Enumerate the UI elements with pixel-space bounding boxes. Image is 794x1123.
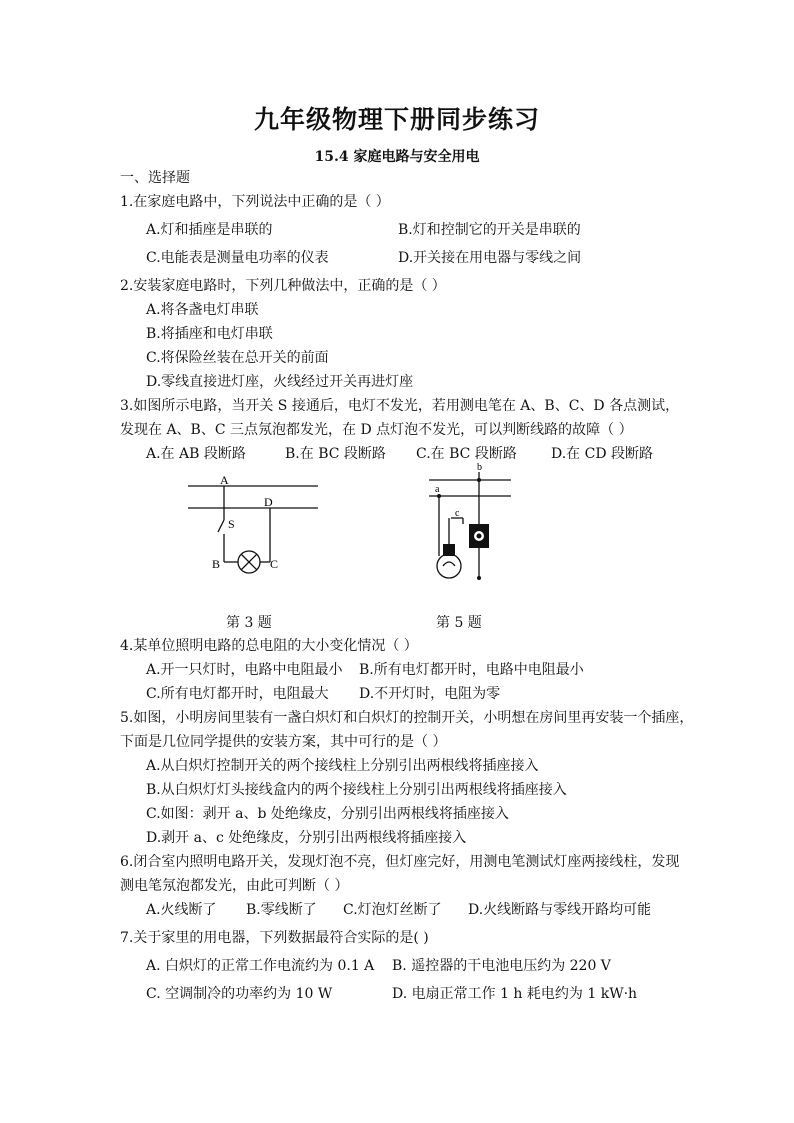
- q6-option-d: D.火线断路与零线开路均可能: [468, 902, 652, 918]
- bulb-icon: [437, 554, 461, 578]
- q2-option-a: A.将各盏电灯串联: [146, 302, 259, 318]
- q1-option-a: A.灯和插座是串联的: [146, 222, 273, 238]
- page-title: 九年级物理下册同步练习: [253, 105, 540, 134]
- q3-stem-line1: 3.如图所示电路，当开关 S 接通后，电灯不发光，若用测电笔在 A、B、C、D 各点测试，: [120, 398, 680, 414]
- label-a: A: [220, 473, 229, 487]
- q3-option-c: C.在 BC 段断路: [416, 446, 517, 462]
- q4-option-b: B.所有电灯都开时，电路中电阻最小: [359, 662, 584, 678]
- label-c: C: [270, 557, 279, 571]
- q5-option-c: C.如图：剥开 a、b 处绝缘皮，分别引出两根线将插座接入: [146, 806, 509, 822]
- q7-option-d: D. 电扇正常工作 1 h 耗电约为 1 kW·h: [392, 986, 638, 1002]
- q3-stem-line2: 发现在 A、B、C 三点氖泡都发光，在 D 点灯泡不发光，可以判断线路的故障（ ）: [120, 422, 633, 438]
- q7-stem: 7.关于家里的用电器，下列数据最符合实际的是( ): [120, 930, 429, 946]
- q6-option-a: A.火线断了: [146, 902, 217, 918]
- figure-3-circuit: [180, 470, 330, 580]
- q1-option-b: B.灯和控制它的开关是串联的: [398, 222, 581, 238]
- switch-s-blade: [218, 520, 224, 532]
- lamp-socket-icon: [443, 544, 455, 556]
- section-heading: 一、选择题: [120, 170, 190, 186]
- q1-option-c: C.电能表是测量电功率的仪表: [146, 250, 329, 266]
- q3-option-d: D.在 CD 段断路: [551, 446, 654, 462]
- label-c: c: [455, 508, 460, 519]
- q1-stem: 1.在家庭电路中，下列说法中正确的是（ ）: [120, 194, 390, 210]
- q6-stem-line1: 6.闭合室内照明电路开关，发现灯泡不亮，但灯座完好，用测电笔测试灯座两接线柱，发现: [120, 854, 680, 870]
- figure-5-caption: 第 5 题: [436, 615, 482, 631]
- q4-option-c: C.所有电灯都开时，电阻最大: [146, 686, 329, 702]
- q7-option-c: C. 空调制冷的功率约为 10 W: [146, 986, 333, 1002]
- q5-stem-line2: 下面是几位同学提供的安装方案，其中可行的是（ ）: [120, 734, 447, 750]
- figure-3-caption: 第 3 题: [226, 615, 272, 631]
- q6-option-b: B.零线断了: [246, 902, 317, 918]
- figure-5-circuit: [425, 460, 515, 590]
- q7-option-b: B. 遥控器的干电池电压约为 220 V: [392, 958, 611, 974]
- q2-stem: 2.安装家庭电路时，下列几种做法中，正确的是（ ）: [120, 278, 446, 294]
- q2-option-d: D.零线直接进灯座，火线经过开关再进灯座: [146, 374, 414, 390]
- q3-option-b: B.在 BC 段断路: [285, 446, 386, 462]
- q3-option-a: A.在 AB 段断路: [146, 446, 246, 462]
- label-a: a: [435, 484, 440, 495]
- q5-option-d: D.剥开 a、c 处绝缘皮，分别引出两根线将插座接入: [146, 830, 467, 846]
- q5-option-a: A.从白炽灯控制开关的两个接线柱上分别引出两根线将插座接入: [146, 758, 539, 774]
- label-s: S: [228, 517, 235, 531]
- q4-option-a: A.开一只灯时，电路中电阻最小: [146, 662, 343, 678]
- bulb-filament: [443, 562, 455, 566]
- q4-option-d: D.不开灯时，电阻为零: [359, 686, 501, 702]
- q6-stem-line2: 测电笔氖泡都发光，由此可判断（ ）: [120, 878, 349, 894]
- label-b: b: [477, 462, 482, 473]
- label-b: B: [212, 557, 221, 571]
- page-subtitle: 15.4 家庭电路与安全用电: [314, 149, 480, 165]
- label-d: D: [264, 495, 273, 509]
- q5-option-b: B.从白炽灯灯头接线盒内的两个接线柱上分别引出两根线将插座接入: [146, 782, 567, 798]
- q5-stem-line1: 5.如图，小明房间里装有一盏白炽灯和白炽灯的控制开关，小明想在房间里再安装一个插座，: [120, 710, 694, 726]
- q2-option-c: C.将保险丝装在总开关的前面: [146, 350, 329, 366]
- q4-stem: 4.某单位照明电路的总电阻的大小变化情况（ ）: [120, 638, 418, 654]
- q6-option-c: C.灯泡灯丝断了: [343, 902, 442, 918]
- q7-option-a: A. 白炽灯的正常工作电流约为 0.1 A: [146, 958, 375, 974]
- q2-option-b: B.将插座和电灯串联: [146, 326, 273, 342]
- q1-option-d: D.开关接在用电器与零线之间: [398, 250, 582, 266]
